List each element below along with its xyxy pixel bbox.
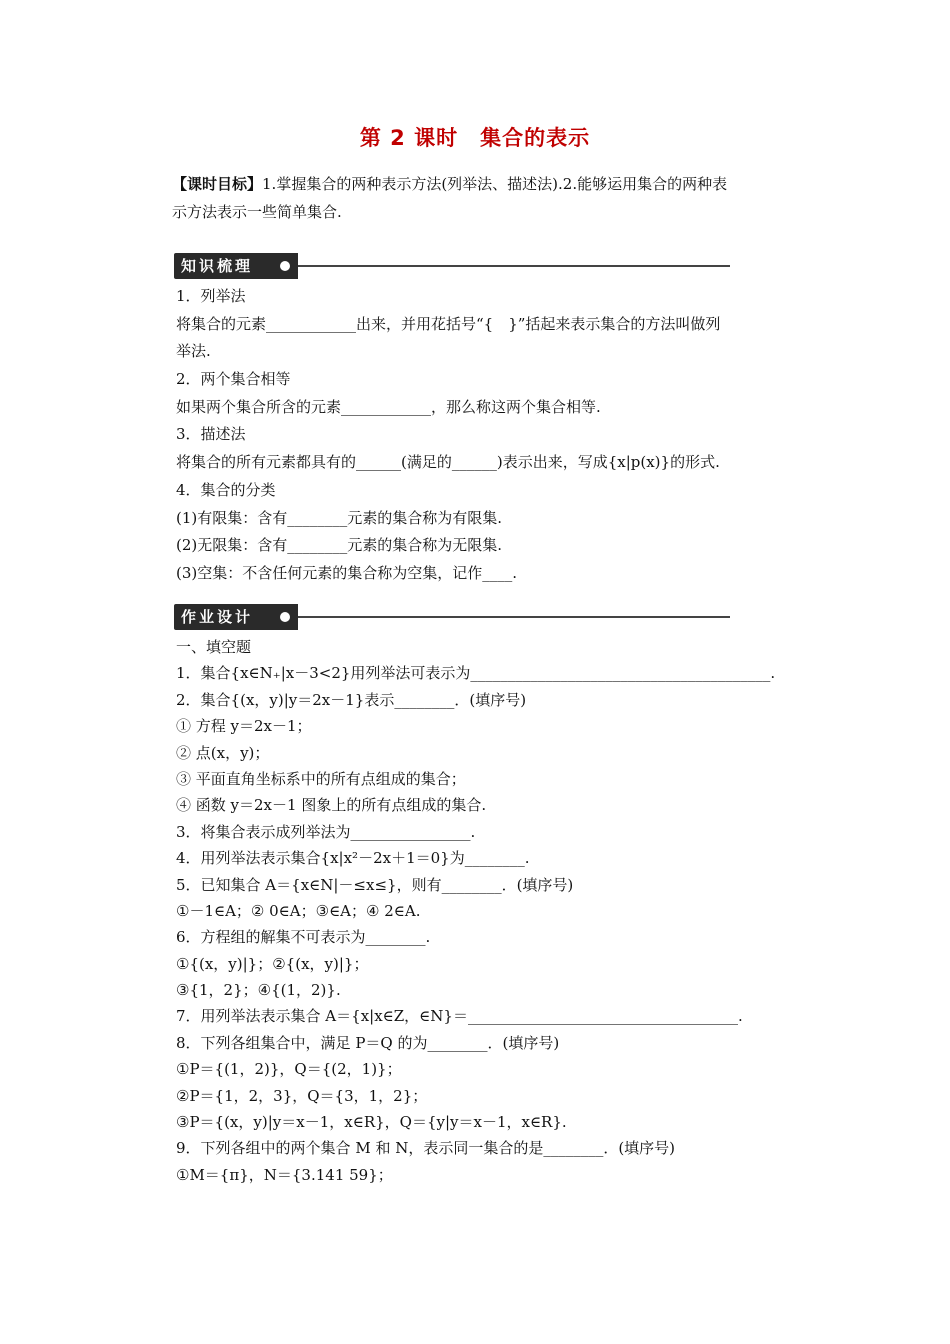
homework-line: ④ 函数 y＝2x－1 图象上的所有点组成的集合. [176,796,487,815]
knowledge-line: 2．两个集合相等 [176,370,291,389]
knowledge-line: 4．集合的分类 [176,480,276,499]
section-label-homework: 作业设计 [174,604,298,630]
homework-line: 3．将集合表示成列举法为________________. [176,822,476,841]
section-rule [298,616,730,618]
homework-line: 7．用列举法表示集合 A＝{x|x∈Z，∈N}＝____________________________________. [176,1007,743,1026]
homework-line: ③P＝{(x，y)|y＝x－1，x∈R}，Q＝{y|y＝x－1，x∈R}. [176,1113,567,1132]
page-title: 第 2 课时 集合的表示 [359,126,591,150]
lesson-goal-line-1 [172,170,812,198]
homework-line: ①－1∈A；② 0∈A；③∈A；④ 2∈A. [176,901,421,920]
homework-line: ①{(x，y)|}；②{(x，y)|}； [176,954,369,973]
lesson-goal [172,170,812,226]
homework-line: ①M＝{π}，N＝{3.141 59}； [176,1165,393,1184]
lesson-goal-tag: 【课时目标】 [172,175,263,193]
bullet-dot-icon [280,612,290,622]
bullet-dot-icon [280,261,290,271]
knowledge-line: 3．描述法 [176,425,246,444]
homework-line: 5．已知集合 A＝{x∈N|－≤x≤}，则有________．(填序号) [176,875,574,894]
homework-line: ① 方程 y＝2x－1； [176,717,312,736]
knowledge-line: (3)空集：不含任何元素的集合称为空集，记作____. [176,563,518,582]
knowledge-line: (1)有限集：含有________元素的集合称为有限集. [176,508,503,527]
homework-line: 8．下列各组集合中，满足 P＝Q 的为________．(填序号) [176,1033,560,1052]
homework-line: ② 点(x，y)； [176,743,270,762]
knowledge-line: 将集合的元素____________出来，并用花括号“{ }”括起来表示集合的方法叫做列 [176,314,721,333]
knowledge-section [176,283,826,588]
homework-line: 2．集合{(x，y)|y＝2x－1}表示________．(填序号) [176,690,527,709]
homework-line: 6．方程组的解集不可表示为________. [176,928,431,947]
homework-line: ③{1，2}；④{(1，2)}. [176,981,341,1000]
homework-line: ①P＝{(1，2)}，Q＝{(2，1)}； [176,1060,402,1079]
section-rule [298,265,730,267]
knowledge-line: 如果两个集合所含的元素____________，那么称这两个集合相等. [176,397,601,416]
knowledge-line: (2)无限集：含有________元素的集合称为无限集. [176,536,503,555]
homework-line: ③ 平面直角坐标系中的所有点组成的集合； [176,769,466,788]
homework-line: 4．用列举法表示集合{x|x²－2x＋1＝0}为________. [176,849,530,868]
homework-section [176,634,826,1188]
lesson-goal-line-2: 示方法表示一些简单集合. [172,203,342,221]
knowledge-line: 1．列举法 [176,287,246,305]
homework-line: 1．集合{x∈N₊|x－3<2}用列举法可表示为________________________________________. [176,664,776,683]
section-label-knowledge: 知识梳理 [174,253,298,279]
lesson-goal-text-1: 1.掌握集合的两种表示方法(列举法、描述法).2.能够运用集合的两种表 [262,175,728,193]
homework-line: ②P＝{1，2，3}，Q＝{3，1，2}； [176,1086,428,1105]
knowledge-line: 举法. [176,342,211,361]
homework-line: 一、填空题 [176,638,252,656]
knowledge-line: 将集合的所有元素都具有的______(满足的______)表示出来，写成{x|p(x)}的形式. [176,453,720,472]
homework-line: 9．下列各组中的两个集合 M 和 N，表示同一集合的是________．(填序号) [176,1139,676,1158]
